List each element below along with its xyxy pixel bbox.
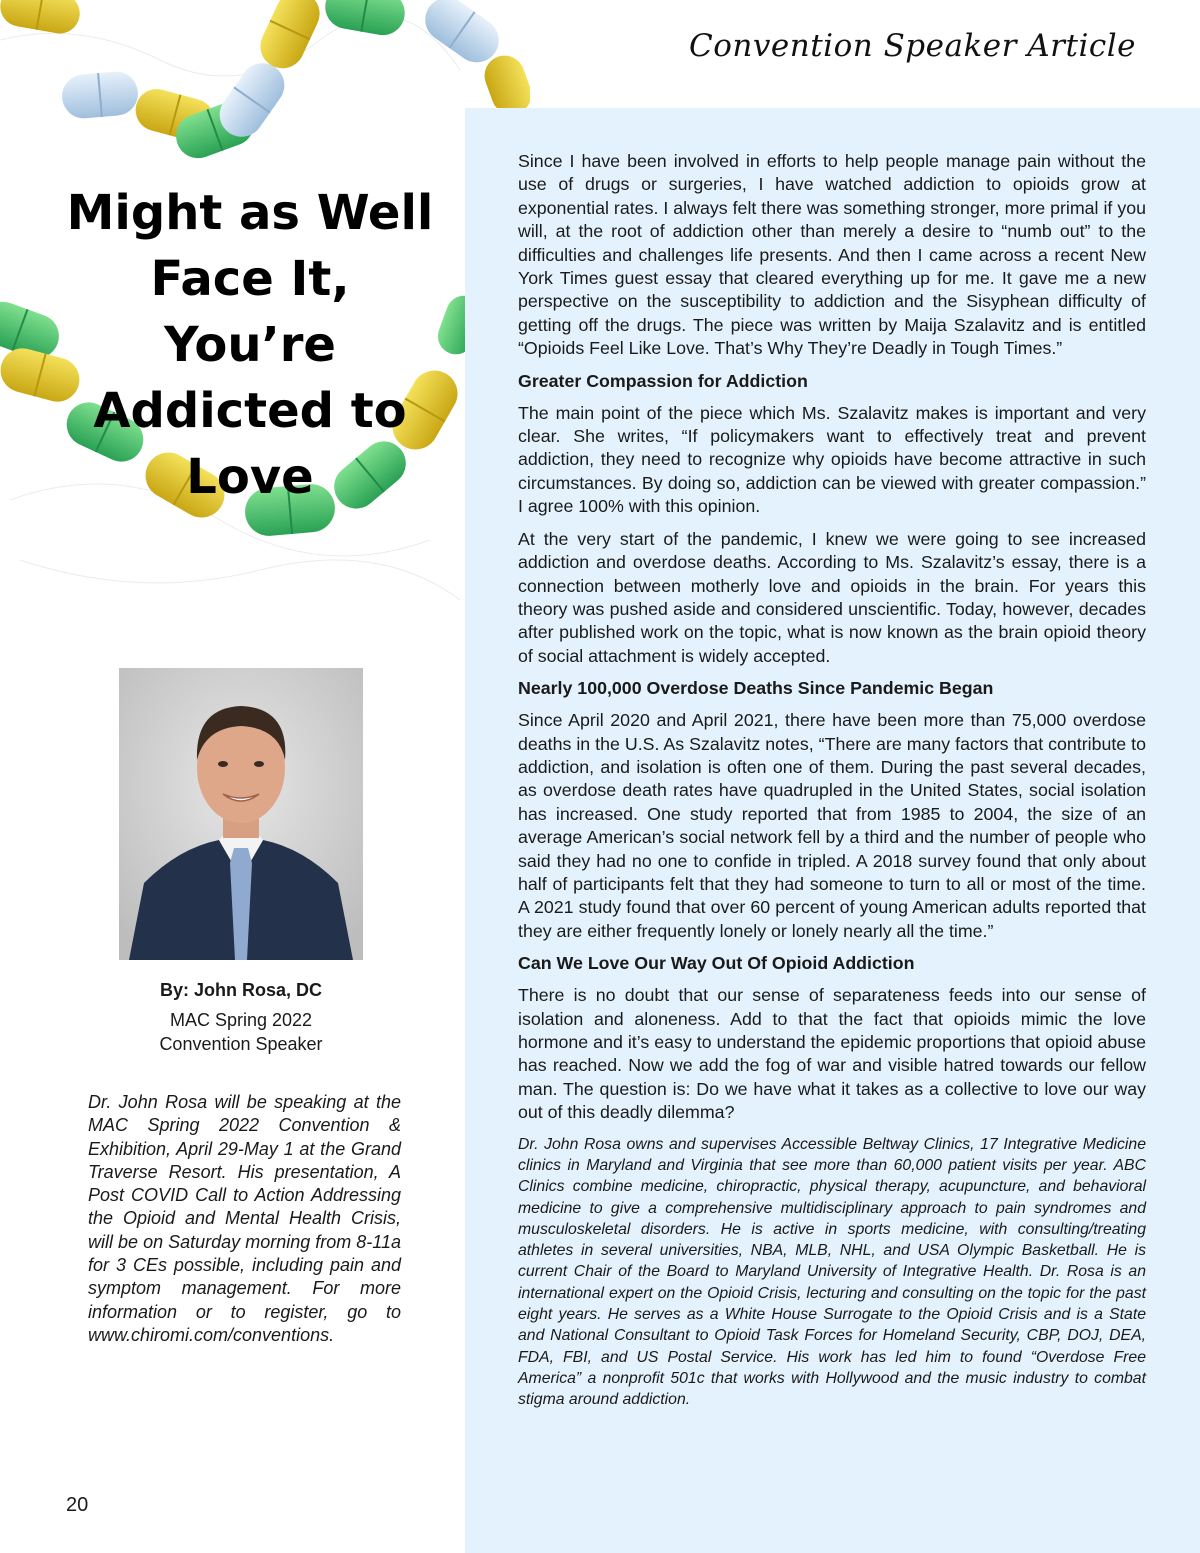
title-line-1: Might as Well xyxy=(66,185,434,241)
article-paragraph-3: Since April 2020 and April 2021, there have been more than 75,000 overdose deaths in the U.S. As Szalavitz notes, “There are many factors that contribute to addiction, and isolation is often one of them. During the past several decades, as overdose death rates have quadrupled in the United States, social isolation has increased. One study reported that from 1985 to 2004, the size of an average American’s social network fell by a third and the number of people who said they had no one to confide in tripled. A 2018 survey found that only about half of participants felt that they had someone to turn to all or most of the time. A 2021 study found that over 60 percent of young American adults reported that they are either frequently lonely or lonely nearly all the time.” xyxy=(518,710,1146,941)
article-paragraph-1: The main point of the piece which Ms. Szalavitz makes is important and very clear. She writes, “If policymakers want to effectively treat and prevent addiction, they need to recognize why opioids have become attractive in such circumstances. By doing so, addiction can be viewed with greater compassion.” I agree 100% with this opinion. xyxy=(518,402,1146,517)
article-body xyxy=(518,150,1146,1419)
author-portrait-illustration xyxy=(119,668,363,960)
article-title xyxy=(60,180,440,510)
article-intro: Since I have been involved in efforts to help people manage pain without the use of drugs or surgeries, I have watched addiction to opioids grow at exponential rates. I always felt there was something stronger, more primal if you will, at the root of addiction other than merely a desire to “numb out” to the difficulties and challenges life presents. And then I came across a recent New York Times guest essay that cleared everything up for me. It gave me a new perspective on the susceptibility to addiction and the Sisyphean difficulty of getting off the drugs. The piece was written by Maija Szalavitz and is entitled “Opioids Feel Like Love. That’s Why They’re Deadly in Tough Times.” xyxy=(518,151,1146,359)
byline xyxy=(100,978,382,1056)
pill-top-1 xyxy=(0,0,83,37)
author-name: By: John Rosa, DC xyxy=(159,980,323,1000)
author-bio: Dr. John Rosa owns and supervises Accessible Beltway Clinics, 17 Integrative Medicine clinics in Maryland and Virginia that see more than 60,000 patient visits per year. ABC Clinics combine medicine, chiropractic, physical therapy, acupuncture, and behavioral medicine to give a comprehensive multidisciplinary approach to pain syndromes and musculoskeletal disorders. He is active in sports medicine, with consulting/treating athletes in several universities, NBA, MLB, NHL, and USA Olympic Basketball. He is current Chair of the Board to Maryland University of Integrative Health. Dr. Rosa is an international expert on the Opioid Crisis, lecturing and consulting on the topic for the past eight years. He serves as a White House Surrogate to the Opioid Crisis and is a State and National Consultant to Opioid Task Forces for Homeland Security, CBP, DOJ, DEA, FDA, FBI, and US Postal Service. His work has led him to found “Overdose Free America” a nonprofit 501c that works with Hollywood and the music industry to combat stigma around addiction. xyxy=(518,1135,1146,1409)
speaking-promo: Dr. John Rosa will be speaking at the MAC Spring 2022 Convention & Exhibition, April 29-May 1 at the Grand Traverse Resort. His presentation, A Post COVID Call to Action Addressing the Opioid and Mental Health Crisis, will be on Saturday morning from 8-11a for 3 CEs possible, including pain and symptom management. For more information or to register, go to www.chiromi.com/conventions. xyxy=(88,1092,401,1345)
subheading-overdose-deaths: Nearly 100,000 Overdose Deaths Since Pandemic Began xyxy=(518,678,994,699)
pill-top-2 xyxy=(60,70,140,120)
article-paragraph-4: There is no doubt that our sense of separateness feeds into our sense of isolation and aloneness. Add to that the fact that opioids mimic the love hormone and it’s easy to understand the epidemic proportions that opioid abuse has reached. Now we add the fog of war and visible hatred towards our fellow man. The question is: Do we have what it takes as a collective to love our way out of this deadly dilemma? xyxy=(518,985,1146,1123)
author-photo xyxy=(119,668,363,960)
article-paragraph-2: At the very start of the pandemic, I knew we were going to see increased addiction and overdose deaths. According to Ms. Szalavitz’s essay, there is a connection between motherly love and opioids in the brain. For years this theory was pushed aside and considered unscientific. Today, however, decades after published work on the topic, what is now known as the brain opioid theory of social attachment is widely accepted. xyxy=(518,528,1146,666)
title-line-2: Face It, You’re xyxy=(150,251,350,373)
subheading-compassion: Greater Compassion for Addiction xyxy=(518,370,808,391)
author-role-line-2: Convention Speaker xyxy=(159,1034,323,1054)
subheading-love-our-way-out: Can We Love Our Way Out Of Opioid Addiction xyxy=(518,953,915,974)
page-number: 20 xyxy=(66,1494,89,1516)
pill-top-7 xyxy=(322,0,408,39)
author-role-line-1: MAC Spring 2022 xyxy=(169,1010,313,1030)
title-line-3: Addicted to xyxy=(93,383,407,439)
title-line-4: Love xyxy=(186,449,314,505)
section-label: Convention Speaker Article xyxy=(689,28,1136,64)
